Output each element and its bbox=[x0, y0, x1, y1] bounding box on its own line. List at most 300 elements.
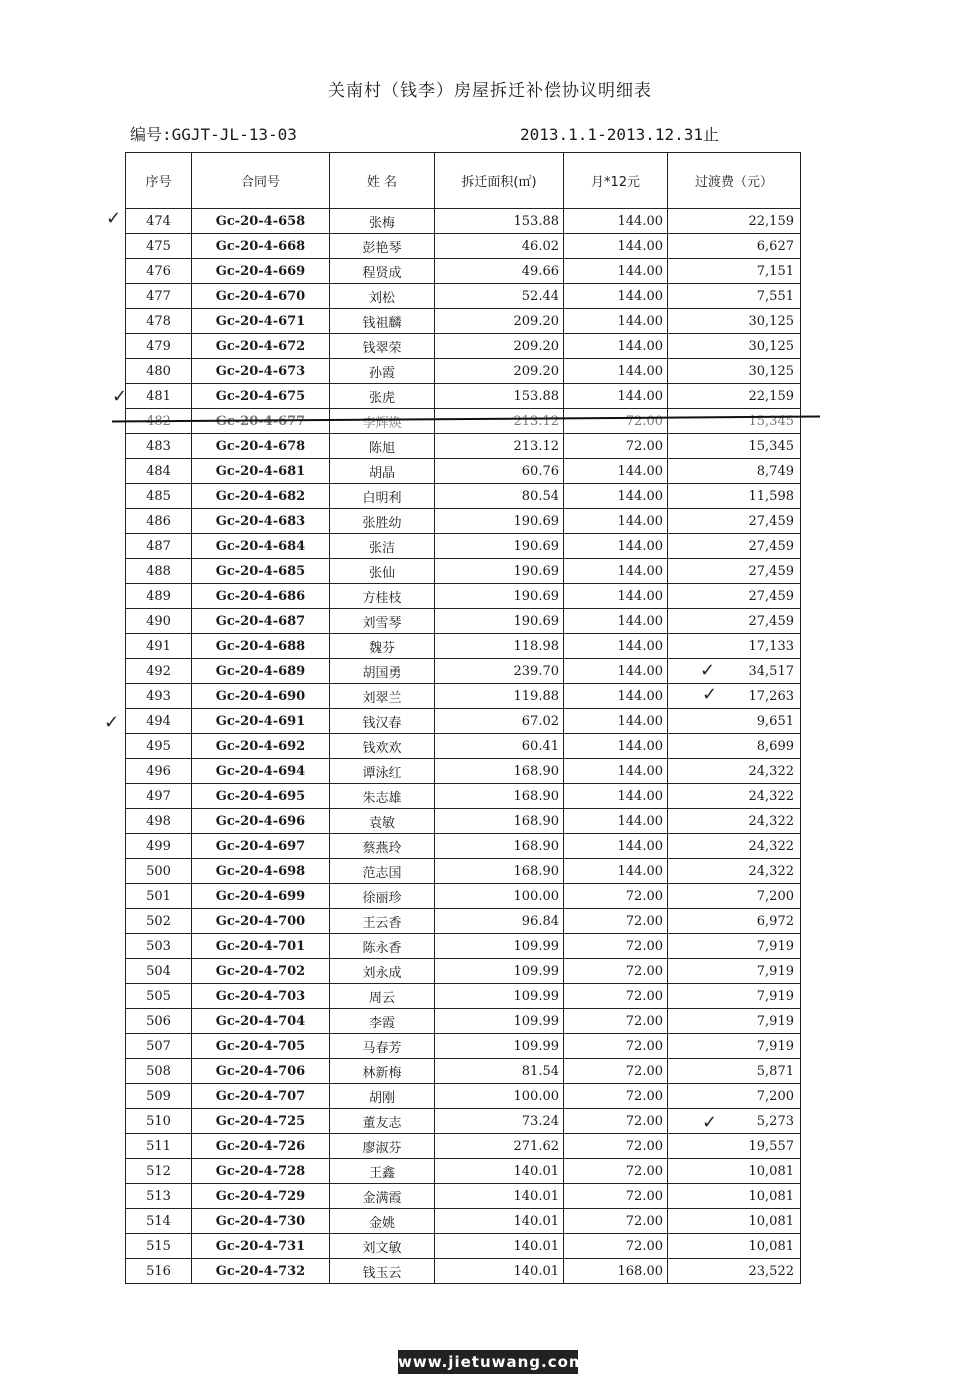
cell-no: 505 bbox=[126, 984, 192, 1009]
cell-contract: Gc-20-4-669 bbox=[192, 259, 330, 284]
cell-no: 495 bbox=[126, 734, 192, 759]
cell-contract: Gc-20-4-728 bbox=[192, 1159, 330, 1184]
cell-name: 王鑫 bbox=[330, 1159, 435, 1184]
cell-fee: 27,459 bbox=[668, 609, 801, 634]
table-row bbox=[126, 1234, 801, 1259]
cell-fee: 7,919 bbox=[668, 934, 801, 959]
table-row bbox=[126, 584, 801, 609]
cell-area: 209.20 bbox=[435, 309, 564, 334]
check-mark-icon: ✓ bbox=[700, 660, 716, 681]
cell-no: 514 bbox=[126, 1209, 192, 1234]
cell-rate: 144.00 bbox=[564, 759, 668, 784]
column-header-no: 序号 bbox=[126, 153, 192, 209]
cell-name: 金姚 bbox=[330, 1209, 435, 1234]
cell-fee: 6,972 bbox=[668, 909, 801, 934]
cell-fee: 7,919 bbox=[668, 959, 801, 984]
cell-rate: 144.00 bbox=[564, 859, 668, 884]
cell-fee: 6,627 bbox=[668, 234, 801, 259]
cell-fee: 7,200 bbox=[668, 1084, 801, 1109]
cell-contract: Gc-20-4-703 bbox=[192, 984, 330, 1009]
cell-no: 511 bbox=[126, 1134, 192, 1159]
cell-no: 489 bbox=[126, 584, 192, 609]
cell-name: 李霞 bbox=[330, 1009, 435, 1034]
cell-rate: 72.00 bbox=[564, 1084, 668, 1109]
table-row bbox=[126, 1084, 801, 1109]
cell-contract: Gc-20-4-699 bbox=[192, 884, 330, 909]
cell-contract: Gc-20-4-695 bbox=[192, 784, 330, 809]
page-title: 关南村（钱李）房屋拆迁补偿协议明细表 bbox=[328, 81, 652, 101]
table-row bbox=[126, 1159, 801, 1184]
cell-rate: 144.00 bbox=[564, 784, 668, 809]
cell-no: 499 bbox=[126, 834, 192, 859]
cell-contract: Gc-20-4-677 bbox=[192, 409, 330, 434]
cell-area: 140.01 bbox=[435, 1259, 564, 1284]
table-row bbox=[126, 1009, 801, 1034]
cell-rate: 144.00 bbox=[564, 359, 668, 384]
cell-contract: Gc-20-4-729 bbox=[192, 1184, 330, 1209]
cell-area: 100.00 bbox=[435, 884, 564, 909]
cell-rate: 72.00 bbox=[564, 959, 668, 984]
cell-area: 209.20 bbox=[435, 334, 564, 359]
cell-rate: 72.00 bbox=[564, 984, 668, 1009]
cell-area: 213.12 bbox=[435, 434, 564, 459]
table-row bbox=[126, 559, 801, 584]
check-mark-icon: ✓ bbox=[702, 684, 718, 705]
cell-rate: 144.00 bbox=[564, 834, 668, 859]
cell-fee: 7,551 bbox=[668, 284, 801, 309]
table-row bbox=[126, 759, 801, 784]
cell-fee: 7,919 bbox=[668, 1034, 801, 1059]
cell-area: 190.69 bbox=[435, 509, 564, 534]
cell-no: 513 bbox=[126, 1184, 192, 1209]
table-row bbox=[126, 709, 801, 734]
cell-no: 475 bbox=[126, 234, 192, 259]
cell-contract: Gc-20-4-668 bbox=[192, 234, 330, 259]
table-row bbox=[126, 734, 801, 759]
cell-contract: Gc-20-4-706 bbox=[192, 1059, 330, 1084]
cell-rate: 72.00 bbox=[564, 1159, 668, 1184]
column-header-fee: 过渡费（元） bbox=[668, 153, 801, 209]
cell-contract: Gc-20-4-682 bbox=[192, 484, 330, 509]
cell-contract: Gc-20-4-683 bbox=[192, 509, 330, 534]
cell-area: 109.99 bbox=[435, 984, 564, 1009]
cell-no: 496 bbox=[126, 759, 192, 784]
table-row bbox=[126, 284, 801, 309]
cell-fee: 8,699 bbox=[668, 734, 801, 759]
cell-name: 刘永成 bbox=[330, 959, 435, 984]
cell-rate: 144.00 bbox=[564, 684, 668, 709]
cell-name: 程贤成 bbox=[330, 259, 435, 284]
cell-rate: 72.00 bbox=[564, 1034, 668, 1059]
cell-contract: Gc-20-4-688 bbox=[192, 634, 330, 659]
cell-name: 王云香 bbox=[330, 909, 435, 934]
cell-no: 510 bbox=[126, 1109, 192, 1134]
cell-rate: 144.00 bbox=[564, 484, 668, 509]
cell-contract: Gc-20-4-670 bbox=[192, 284, 330, 309]
cell-fee: 30,125 bbox=[668, 359, 801, 384]
cell-fee: 19,557 bbox=[668, 1134, 801, 1159]
cell-fee: 15,345 bbox=[668, 434, 801, 459]
cell-no: 487 bbox=[126, 534, 192, 559]
cell-contract: Gc-20-4-686 bbox=[192, 584, 330, 609]
table-row bbox=[126, 234, 801, 259]
cell-rate: 144.00 bbox=[564, 259, 668, 284]
cell-fee: 10,081 bbox=[668, 1159, 801, 1184]
cell-fee: 7,151 bbox=[668, 259, 801, 284]
cell-no: 491 bbox=[126, 634, 192, 659]
table-row bbox=[126, 1034, 801, 1059]
cell-rate: 144.00 bbox=[564, 584, 668, 609]
cell-no: 485 bbox=[126, 484, 192, 509]
cell-name: 张梅 bbox=[330, 209, 435, 234]
date-range: 2013.1.1-2013.12.31止 bbox=[520, 125, 720, 144]
cell-name: 张虎 bbox=[330, 384, 435, 409]
cell-no: 478 bbox=[126, 309, 192, 334]
cell-name: 刘雪琴 bbox=[330, 609, 435, 634]
cell-contract: Gc-20-4-705 bbox=[192, 1034, 330, 1059]
cell-fee: 24,322 bbox=[668, 859, 801, 884]
cell-rate: 72.00 bbox=[564, 434, 668, 459]
cell-rate: 72.00 bbox=[564, 1059, 668, 1084]
cell-name: 方桂枝 bbox=[330, 584, 435, 609]
cell-contract: Gc-20-4-690 bbox=[192, 684, 330, 709]
cell-area: 67.02 bbox=[435, 709, 564, 734]
column-header-name: 姓 名 bbox=[330, 153, 435, 209]
cell-name: 金满霞 bbox=[330, 1184, 435, 1209]
cell-name: 彭艳琴 bbox=[330, 234, 435, 259]
cell-rate: 144.00 bbox=[564, 709, 668, 734]
cell-area: 140.01 bbox=[435, 1184, 564, 1209]
cell-name: 袁敏 bbox=[330, 809, 435, 834]
cell-rate: 72.00 bbox=[564, 884, 668, 909]
cell-area: 190.69 bbox=[435, 559, 564, 584]
cell-name: 范志国 bbox=[330, 859, 435, 884]
table-row bbox=[126, 384, 801, 409]
cell-area: 168.90 bbox=[435, 759, 564, 784]
cell-no: 506 bbox=[126, 1009, 192, 1034]
cell-contract: Gc-20-4-687 bbox=[192, 609, 330, 634]
cell-fee: 7,200 bbox=[668, 884, 801, 909]
table-row bbox=[126, 434, 801, 459]
cell-contract: Gc-20-4-685 bbox=[192, 559, 330, 584]
table-row bbox=[126, 959, 801, 984]
column-header-contract: 合同号 bbox=[192, 153, 330, 209]
table-row bbox=[126, 884, 801, 909]
cell-rate: 144.00 bbox=[564, 384, 668, 409]
cell-name: 董友志 bbox=[330, 1109, 435, 1134]
cell-contract: Gc-20-4-702 bbox=[192, 959, 330, 984]
cell-no: 516 bbox=[126, 1259, 192, 1284]
cell-rate: 144.00 bbox=[564, 559, 668, 584]
cell-no: 488 bbox=[126, 559, 192, 584]
cell-no: 492 bbox=[126, 659, 192, 684]
cell-name: 马春芳 bbox=[330, 1034, 435, 1059]
cell-contract: Gc-20-4-691 bbox=[192, 709, 330, 734]
cell-area: 153.88 bbox=[435, 209, 564, 234]
cell-area: 213.12 bbox=[435, 409, 564, 434]
cell-rate: 144.00 bbox=[564, 534, 668, 559]
cell-fee: 7,919 bbox=[668, 1009, 801, 1034]
cell-fee: 15,345 bbox=[668, 409, 801, 434]
table-row bbox=[126, 984, 801, 1009]
table-row bbox=[126, 809, 801, 834]
cell-no: 477 bbox=[126, 284, 192, 309]
cell-name: 徐丽珍 bbox=[330, 884, 435, 909]
cell-area: 81.54 bbox=[435, 1059, 564, 1084]
cell-name: 廖淑芬 bbox=[330, 1134, 435, 1159]
cell-area: 52.44 bbox=[435, 284, 564, 309]
cell-fee: 22,159 bbox=[668, 384, 801, 409]
table-row bbox=[126, 1059, 801, 1084]
cell-contract: Gc-20-4-701 bbox=[192, 934, 330, 959]
cell-name: 钱汉春 bbox=[330, 709, 435, 734]
cell-contract: Gc-20-4-675 bbox=[192, 384, 330, 409]
watermark: www.jietuwang.com bbox=[398, 1350, 578, 1374]
cell-area: 239.70 bbox=[435, 659, 564, 684]
table-row bbox=[126, 684, 801, 709]
table-row bbox=[126, 459, 801, 484]
cell-rate: 72.00 bbox=[564, 1234, 668, 1259]
cell-no: 504 bbox=[126, 959, 192, 984]
cell-rate: 144.00 bbox=[564, 234, 668, 259]
cell-rate: 72.00 bbox=[564, 1109, 668, 1134]
table-row bbox=[126, 534, 801, 559]
cell-contract: Gc-20-4-730 bbox=[192, 1209, 330, 1234]
column-header-area: 拆迁面积(㎡) bbox=[435, 153, 564, 209]
cell-rate: 72.00 bbox=[564, 1184, 668, 1209]
table-body bbox=[126, 209, 801, 1284]
cell-rate: 72.00 bbox=[564, 1009, 668, 1034]
table-row bbox=[126, 1134, 801, 1159]
cell-name: 陈永香 bbox=[330, 934, 435, 959]
cell-contract: Gc-20-4-678 bbox=[192, 434, 330, 459]
cell-area: 168.90 bbox=[435, 834, 564, 859]
cell-rate: 72.00 bbox=[564, 1134, 668, 1159]
cell-area: 190.69 bbox=[435, 584, 564, 609]
cell-no: 483 bbox=[126, 434, 192, 459]
cell-name: 林新梅 bbox=[330, 1059, 435, 1084]
cell-name: 张仙 bbox=[330, 559, 435, 584]
cell-contract: Gc-20-4-673 bbox=[192, 359, 330, 384]
cell-name: 钱玉云 bbox=[330, 1259, 435, 1284]
cell-name: 钱祖麟 bbox=[330, 309, 435, 334]
cell-area: 80.54 bbox=[435, 484, 564, 509]
cell-no: 507 bbox=[126, 1034, 192, 1059]
cell-fee: 9,651 bbox=[668, 709, 801, 734]
cell-fee: 30,125 bbox=[668, 309, 801, 334]
cell-no: 484 bbox=[126, 459, 192, 484]
cell-area: 168.90 bbox=[435, 784, 564, 809]
cell-fee: 27,459 bbox=[668, 509, 801, 534]
cell-no: 508 bbox=[126, 1059, 192, 1084]
cell-fee: 27,459 bbox=[668, 584, 801, 609]
cell-name: 朱志雄 bbox=[330, 784, 435, 809]
cell-name: 孙霞 bbox=[330, 359, 435, 384]
cell-area: 140.01 bbox=[435, 1234, 564, 1259]
cell-name: 魏芬 bbox=[330, 634, 435, 659]
table-row bbox=[126, 784, 801, 809]
cell-rate: 72.00 bbox=[564, 409, 668, 434]
cell-contract: Gc-20-4-697 bbox=[192, 834, 330, 859]
cell-area: 153.88 bbox=[435, 384, 564, 409]
cell-no: 502 bbox=[126, 909, 192, 934]
cell-contract: Gc-20-4-700 bbox=[192, 909, 330, 934]
cell-area: 140.01 bbox=[435, 1209, 564, 1234]
cell-contract: Gc-20-4-692 bbox=[192, 734, 330, 759]
cell-fee: 7,919 bbox=[668, 984, 801, 1009]
check-mark-icon: ✓ bbox=[106, 208, 122, 229]
table-row bbox=[126, 1184, 801, 1209]
cell-no: 494 bbox=[126, 709, 192, 734]
table-row bbox=[126, 1209, 801, 1234]
cell-contract: Gc-20-4-698 bbox=[192, 859, 330, 884]
cell-contract: Gc-20-4-696 bbox=[192, 809, 330, 834]
check-mark-icon: ✓ bbox=[104, 712, 120, 733]
cell-contract: Gc-20-4-707 bbox=[192, 1084, 330, 1109]
cell-area: 190.69 bbox=[435, 534, 564, 559]
cell-no: 481 bbox=[126, 384, 192, 409]
cell-name: 陈旭 bbox=[330, 434, 435, 459]
cell-fee: 5,871 bbox=[668, 1059, 801, 1084]
cell-contract: Gc-20-4-726 bbox=[192, 1134, 330, 1159]
table-row bbox=[126, 859, 801, 884]
cell-fee: 22,159 bbox=[668, 209, 801, 234]
cell-contract: Gc-20-4-725 bbox=[192, 1109, 330, 1134]
cell-fee: 10,081 bbox=[668, 1184, 801, 1209]
cell-fee: 24,322 bbox=[668, 834, 801, 859]
table-row bbox=[126, 834, 801, 859]
cell-contract: Gc-20-4-671 bbox=[192, 309, 330, 334]
cell-area: 96.84 bbox=[435, 909, 564, 934]
cell-no: 503 bbox=[126, 934, 192, 959]
cell-name: 周云 bbox=[330, 984, 435, 1009]
table-row bbox=[126, 634, 801, 659]
cell-name: 钱翠荣 bbox=[330, 334, 435, 359]
column-header-rate: 月*12元 bbox=[564, 153, 668, 209]
cell-fee: 27,459 bbox=[668, 559, 801, 584]
cell-fee: 27,459 bbox=[668, 534, 801, 559]
document-number: 编号:GGJT-JL-13-03 bbox=[130, 125, 297, 144]
table-row bbox=[126, 259, 801, 284]
cell-area: 140.01 bbox=[435, 1159, 564, 1184]
cell-area: 118.98 bbox=[435, 634, 564, 659]
cell-area: 60.76 bbox=[435, 459, 564, 484]
compensation-detail-table bbox=[125, 152, 801, 1284]
cell-rate: 144.00 bbox=[564, 309, 668, 334]
cell-contract: Gc-20-4-704 bbox=[192, 1009, 330, 1034]
cell-contract: Gc-20-4-731 bbox=[192, 1234, 330, 1259]
cell-name: 刘翠兰 bbox=[330, 684, 435, 709]
cell-no: 476 bbox=[126, 259, 192, 284]
cell-no: 512 bbox=[126, 1159, 192, 1184]
cell-rate: 144.00 bbox=[564, 334, 668, 359]
table-row bbox=[126, 209, 801, 234]
cell-fee: 8,749 bbox=[668, 459, 801, 484]
cell-fee: 24,322 bbox=[668, 759, 801, 784]
cell-area: 109.99 bbox=[435, 934, 564, 959]
cell-fee: 34,517 bbox=[668, 659, 801, 684]
cell-name: 谭泳红 bbox=[330, 759, 435, 784]
cell-no: 482 bbox=[126, 409, 192, 434]
cell-name: 蔡燕玲 bbox=[330, 834, 435, 859]
cell-no: 490 bbox=[126, 609, 192, 634]
table-row bbox=[126, 1109, 801, 1134]
cell-rate: 144.00 bbox=[564, 634, 668, 659]
cell-contract: Gc-20-4-694 bbox=[192, 759, 330, 784]
cell-name: 刘松 bbox=[330, 284, 435, 309]
cell-name: 李辉焕 bbox=[330, 409, 435, 434]
cell-area: 109.99 bbox=[435, 1034, 564, 1059]
cell-area: 119.88 bbox=[435, 684, 564, 709]
cell-contract: Gc-20-4-684 bbox=[192, 534, 330, 559]
cell-no: 515 bbox=[126, 1234, 192, 1259]
table-row bbox=[126, 909, 801, 934]
table-row bbox=[126, 509, 801, 534]
cell-name: 刘文敏 bbox=[330, 1234, 435, 1259]
cell-rate: 144.00 bbox=[564, 734, 668, 759]
cell-rate: 72.00 bbox=[564, 934, 668, 959]
cell-name: 胡国勇 bbox=[330, 659, 435, 684]
table-row bbox=[126, 334, 801, 359]
cell-fee: 24,322 bbox=[668, 784, 801, 809]
cell-no: 493 bbox=[126, 684, 192, 709]
cell-contract: Gc-20-4-658 bbox=[192, 209, 330, 234]
cell-area: 73.24 bbox=[435, 1109, 564, 1134]
table-row bbox=[126, 1259, 801, 1284]
cell-fee: 30,125 bbox=[668, 334, 801, 359]
cell-no: 500 bbox=[126, 859, 192, 884]
cell-name: 张胜幼 bbox=[330, 509, 435, 534]
table-row bbox=[126, 934, 801, 959]
cell-rate: 144.00 bbox=[564, 659, 668, 684]
cell-area: 100.00 bbox=[435, 1084, 564, 1109]
cell-rate: 144.00 bbox=[564, 284, 668, 309]
cell-area: 46.02 bbox=[435, 234, 564, 259]
cell-rate: 144.00 bbox=[564, 809, 668, 834]
cell-fee: 17,133 bbox=[668, 634, 801, 659]
cell-name: 胡刚 bbox=[330, 1084, 435, 1109]
cell-rate: 168.00 bbox=[564, 1259, 668, 1284]
cell-fee: 24,322 bbox=[668, 809, 801, 834]
cell-area: 209.20 bbox=[435, 359, 564, 384]
cell-rate: 144.00 bbox=[564, 209, 668, 234]
cell-area: 168.90 bbox=[435, 859, 564, 884]
cell-no: 501 bbox=[126, 884, 192, 909]
cell-area: 271.62 bbox=[435, 1134, 564, 1159]
cell-fee: 23,522 bbox=[668, 1259, 801, 1284]
cell-rate: 144.00 bbox=[564, 459, 668, 484]
cell-rate: 144.00 bbox=[564, 509, 668, 534]
cell-no: 497 bbox=[126, 784, 192, 809]
cell-area: 109.99 bbox=[435, 1009, 564, 1034]
cell-contract: Gc-20-4-672 bbox=[192, 334, 330, 359]
cell-contract: Gc-20-4-732 bbox=[192, 1259, 330, 1284]
cell-name: 钱欢欢 bbox=[330, 734, 435, 759]
cell-name: 白明利 bbox=[330, 484, 435, 509]
cell-area: 190.69 bbox=[435, 609, 564, 634]
cell-no: 474 bbox=[126, 209, 192, 234]
table-row bbox=[126, 484, 801, 509]
cell-name: 胡晶 bbox=[330, 459, 435, 484]
cell-no: 486 bbox=[126, 509, 192, 534]
cell-no: 479 bbox=[126, 334, 192, 359]
table-header-row bbox=[126, 153, 801, 209]
cell-name: 张洁 bbox=[330, 534, 435, 559]
cell-fee: 11,598 bbox=[668, 484, 801, 509]
table-row bbox=[126, 359, 801, 384]
cell-contract: Gc-20-4-681 bbox=[192, 459, 330, 484]
cell-area: 60.41 bbox=[435, 734, 564, 759]
